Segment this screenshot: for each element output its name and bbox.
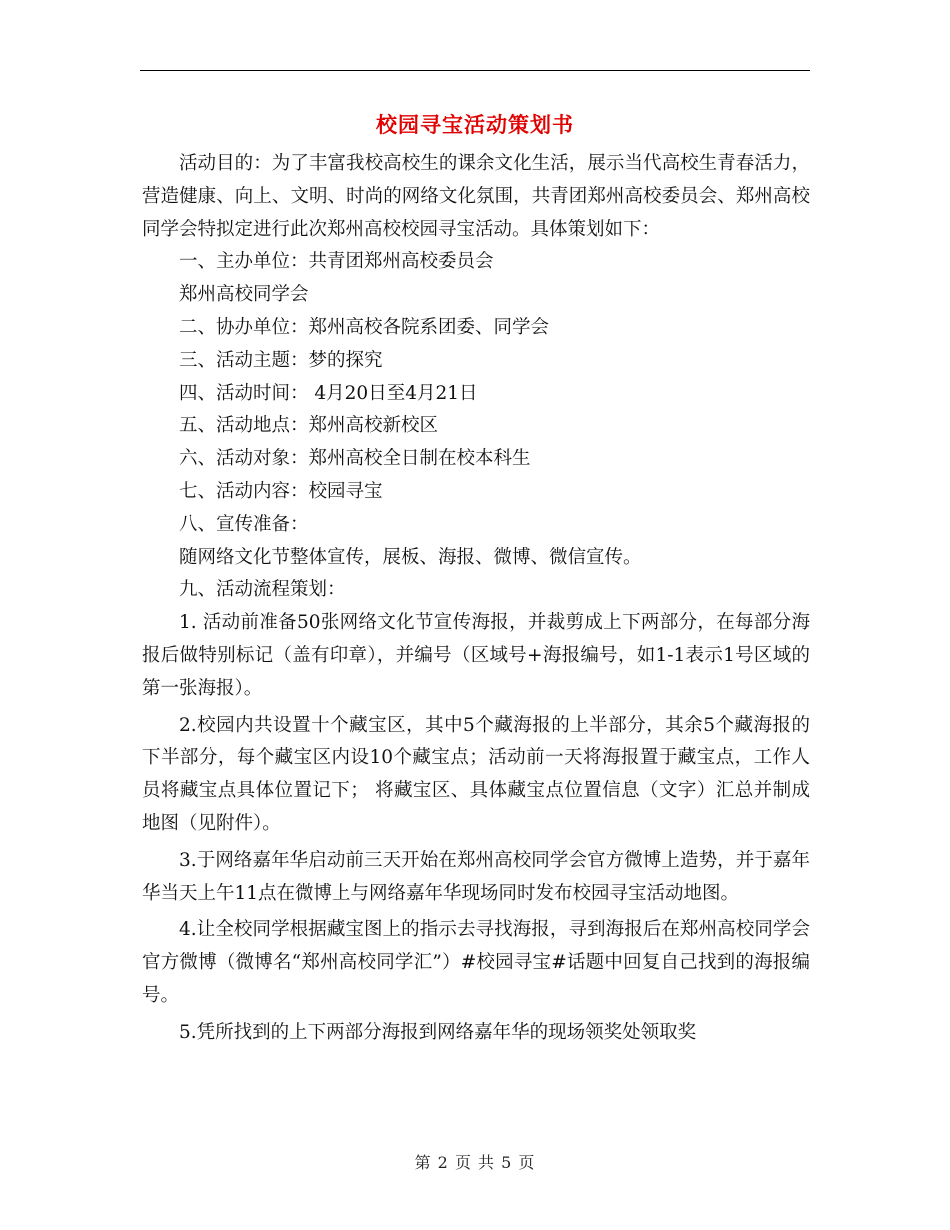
paragraph-location: 五、活动地点：郑州高校新校区 <box>179 415 439 437</box>
paragraph-co-organizer: 二、协办单位：郑州高校各院系团委、同学会 <box>179 316 550 338</box>
paragraph-step-5: 5.凭所找到的上下两部分海报到网络嘉年华的现场领奖处领取奖 <box>179 1021 697 1043</box>
paragraph-step-1: 1. 活动前准备50张网络文化节宣传海报，并裁剪成上下两部分，在每部分海报后做特别标记（盖有印章），并编号（区域号+海报编号，如1-1表示1号区域的第一张海报）。 <box>142 612 810 699</box>
header-rule <box>140 70 810 71</box>
page-footer: 第 2 页 共 5 页 <box>414 1153 536 1172</box>
paragraph-content: 七、活动内容：校园寻宝 <box>179 480 383 502</box>
paragraph-process-heading: 九、活动流程策划： <box>179 579 346 601</box>
paragraph-step-3: 3.于网络嘉年华启动前三天开始在郑州高校同学会官方微博上造势，并于嘉年华当天上午11点在微博上与网络嘉年华现场同时发布校园寻宝活动地图。 <box>142 849 810 904</box>
paragraph-step-2: 2.校园内共设置十个藏宝区，其中5个藏海报的上半部分，其余5个藏海报的下半部分，每个藏宝区内设10个藏宝点；活动前一天将海报置于藏宝点，工作人员将藏宝点具体位置记下； 将藏宝区、具体藏宝点位置信息（文字）汇总并制成地图（见附件）。 <box>142 714 810 834</box>
paragraph-purpose: 活动目的：为了丰富我校高校生的课余文化生活，展示当代高校生青春活力，营造健康、向上、文明、时尚的网络文化氛围，共青团郑州高校委员会、郑州高校同学会特拟定进行此次郑州高校校园寻宝活动。具体策划如下： <box>142 153 810 240</box>
document-body <box>142 148 810 1050</box>
paragraph-organizer-2: 郑州高校同学会 <box>179 284 309 306</box>
paragraph-step-4: 4.让全校同学根据藏宝图上的指示去寻找海报，寻到海报后在郑州高校同学会官方微博（微博名“郑州高校同学汇”）#校园寻宝#话题中回复自己找到的海报编号。 <box>142 919 810 1006</box>
paragraph-theme: 三、活动主题：梦的探究 <box>179 349 383 371</box>
paragraph-time: 四、活动时间： 4月20日至4月21日 <box>179 382 478 404</box>
paragraph-audience: 六、活动对象：郑州高校全日制在校本科生 <box>179 448 531 470</box>
paragraph-publicity: 随网络文化节整体宣传，展板、海报、微博、微信宣传。 <box>179 546 642 568</box>
document-title: 校园寻宝活动策划书 <box>376 112 574 137</box>
paragraph-organizer: 一、主办单位：共青团郑州高校委员会 <box>179 251 494 273</box>
paragraph-publicity-heading: 八、宣传准备： <box>179 513 309 535</box>
